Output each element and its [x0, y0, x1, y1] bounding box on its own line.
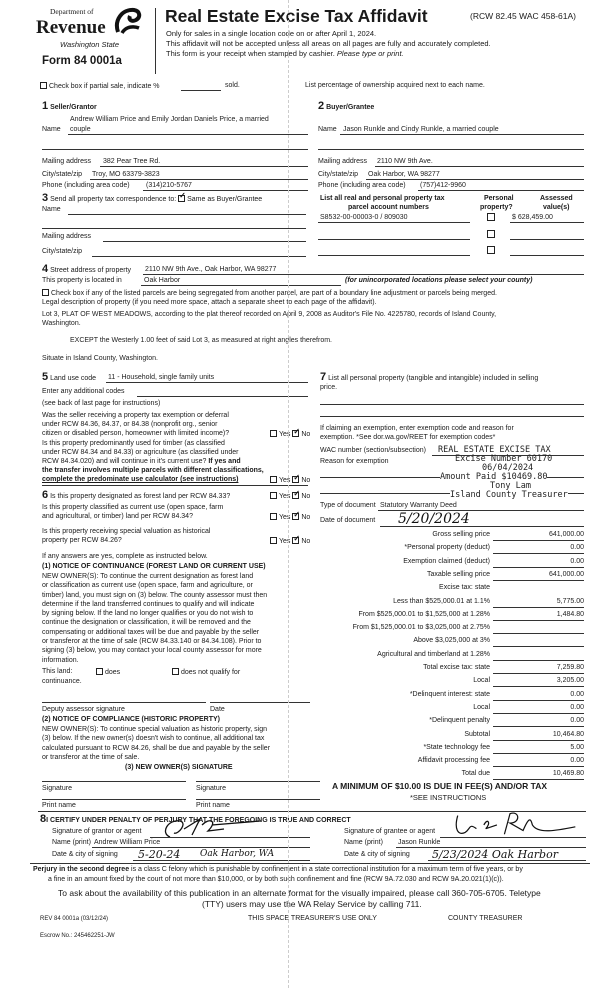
grantee-date-line [428, 860, 586, 861]
tax-row-label: Excise tax: state [439, 584, 490, 592]
county-treasurer-label: COUNTY TREASURER [448, 915, 523, 922]
grantor-name-line [92, 847, 310, 848]
parcel-row-personal [487, 246, 497, 256]
grantee-signature[interactable] [440, 810, 580, 838]
yes-checkbox[interactable] [270, 476, 277, 483]
assessed-header: value(s) [543, 204, 570, 211]
personal-property-label: price. [320, 384, 338, 391]
tax-row-line [493, 580, 584, 581]
segregated-label: Check box if any of the listed parcels are being segregated from another parcel, are part of a boundary line adjustment or parcels being merged. [51, 290, 497, 297]
corr-name-input[interactable] [68, 214, 306, 215]
deputy-signature-label: Deputy assessor signature [42, 706, 125, 713]
tax-row-value[interactable]: 3,205.00 [556, 677, 584, 685]
historic-question: Is this property receiving special valuation as historical [42, 528, 211, 535]
buyer-phone-line [418, 190, 584, 191]
assessed-header: Assessed [540, 195, 573, 202]
partial-sale-checkbox[interactable] [40, 82, 47, 89]
seller-city-line [90, 179, 308, 180]
tax-row-label: Total excise tax: state [423, 664, 490, 671]
signature-label: Signature [42, 785, 72, 792]
grantor-signature-line [150, 837, 310, 838]
doc-date-label: Date of document [320, 517, 376, 524]
accessibility-notice: (TTY) users may use the WA Relay Service by calling 711. [202, 899, 422, 909]
forest-yes-no [270, 492, 310, 501]
section-number: 4 [42, 263, 49, 275]
yes-checkbox[interactable] [270, 513, 277, 520]
notice-continuance-text [42, 572, 267, 665]
reason-label: Reason for exemption [320, 458, 389, 465]
tax-row-value[interactable]: 5,775.00 [556, 597, 584, 605]
header-divider [155, 8, 156, 74]
grantor-date-field[interactable]: 5-20-24 [138, 848, 181, 861]
seller-phone-label: Phone (including area code) [42, 182, 130, 189]
buyer-name-field[interactable]: Jason Runkle and Cindy Runkle, a married couple [343, 126, 499, 133]
street-field[interactable]: 2110 NW 9th Ave., Oak Harbor, WA 98277 [145, 266, 277, 273]
buyer-heading [318, 101, 374, 112]
same-as-buyer-checkbox[interactable] [178, 195, 185, 202]
grantor-signature-label: Signature of grantor or agent [52, 828, 142, 835]
land-use-field[interactable]: 11 - Household, single family units [108, 374, 215, 381]
if-any-note: If any answers are yes, complete as instructed below. [42, 553, 208, 560]
grantor-name-field[interactable]: Andrew William Price [94, 839, 161, 846]
correspondence-label: Send all property tax correspondence to: [50, 196, 177, 203]
street-label: Street address of property [50, 267, 132, 274]
deputy-date-label: Date [210, 706, 225, 713]
notice-line: or classification as current use (open space, farm and agriculture, or [42, 582, 253, 590]
does-checkbox[interactable] [96, 668, 103, 675]
personal-header: Personal [484, 195, 514, 202]
section-number: 8 [40, 813, 47, 825]
personal-property-checkbox[interactable] [487, 246, 495, 254]
corr-name-label: Name [42, 206, 61, 213]
corr-city-input[interactable] [92, 256, 306, 257]
assessed-value-line [510, 222, 584, 223]
signature-label: Signature [196, 785, 226, 792]
tax-row-line [493, 766, 584, 767]
additional-codes-input[interactable] [137, 396, 308, 397]
seller-name-label: Name [42, 126, 61, 133]
minimum-due-notice: A MINIMUM OF $10.00 IS DUE IN FEE(S) AND/OR TAX [332, 781, 548, 791]
seller-mailing-label: Mailing address [42, 158, 92, 165]
tax-row-label: Taxable selling price [426, 570, 490, 578]
located-line [141, 285, 341, 286]
buyer-phone-field[interactable]: (757)412-9960 [420, 182, 466, 189]
notice-compliance-text [42, 725, 270, 762]
land-use-line [106, 382, 308, 383]
legal-description[interactable]: Lot 3, PLAT OF WEST MEADOWS, according to the plat thereof recorded on April 9, 2008 as Auditor's File No. 4225780, records of Island County, [42, 311, 497, 318]
yes-label: Yes [279, 493, 291, 500]
tax-row-line [493, 700, 584, 701]
tax-row-value[interactable]: 0.00 [570, 544, 584, 552]
header-note: Only for sales in a single location code on or after April 1, 2024. [166, 29, 377, 38]
tax-row-value[interactable]: 10,464.80 [552, 730, 584, 738]
timber-question-bold: If yes and [208, 458, 241, 465]
street-line [143, 274, 584, 275]
grantee-date-label: Date & city of signing [344, 851, 410, 858]
tax-row-line [493, 646, 584, 647]
accessibility-notice: To ask about the availability of this publication in an alternate format for the visually impaired, please call 360-705-6705. Teletype [58, 888, 541, 898]
personal-property-label: List all personal property (tangible and intangible) included in selling [328, 375, 539, 382]
grantee-name-field[interactable]: Jason Runkle [398, 839, 441, 846]
parcel-number-line [318, 239, 470, 240]
tax-row-label: Above $3,025,000 at 3% [413, 637, 490, 645]
notice-line: information. [42, 656, 79, 664]
no-checkbox[interactable] [292, 537, 299, 544]
no-label: No [301, 538, 311, 545]
exemption-note: exemption. *See dor.wa.gov/REET for exemption codes* [320, 434, 496, 441]
exemption-note: If claiming an exemption, enter exemption code and reason for [320, 425, 514, 432]
notice-line: signing (3) below, you may contact your local county assessor for more [42, 647, 262, 655]
tax-row-value[interactable]: 1,484.80 [556, 610, 584, 618]
doc-date-field[interactable]: 5/20/2024 [398, 511, 470, 527]
continuance-label: continuance. [42, 678, 82, 685]
new-owner-signature-title: (3) NEW OWNER(S) SIGNATURE [125, 764, 233, 771]
page-title: Real Estate Excise Tax Affidavit [165, 6, 428, 26]
personal-property-checkbox[interactable] [487, 213, 495, 221]
tax-row-line [493, 753, 584, 754]
tax-row-value[interactable]: 10,469.80 [552, 770, 584, 778]
tax-row-label: From $525,000.01 to $1,525,000 at 1.28% [358, 610, 490, 618]
grantor-signature[interactable] [150, 815, 260, 839]
yes-checkbox[interactable] [270, 537, 277, 544]
tax-row-label: *Delinquent penalty [429, 717, 490, 725]
seller-heading [42, 101, 97, 112]
stamp-line: REAL ESTATE EXCISE TAX [438, 445, 551, 455]
grantor-city-field[interactable]: Oak Harbor, WA [200, 849, 275, 859]
grantee-signature-line [440, 837, 586, 838]
timber-question: Is this property predominantly used for timber (as classified [42, 440, 225, 447]
notice-line: continue the designation or classification, it will be removed and the [42, 619, 251, 627]
owner-print-name-input[interactable] [42, 799, 186, 800]
tax-row-value[interactable]: 0.00 [570, 717, 584, 725]
no-checkbox[interactable] [292, 476, 299, 483]
buyer-heading-text: Buyer/Grantee [326, 104, 375, 111]
tax-row-label: Subtotal [464, 730, 490, 738]
notice-line: compensating or additional taxes will be due and payable by the seller [42, 628, 260, 636]
timber-question-bold: the transfer involves multiple parcels with different classifications, [42, 467, 264, 474]
section-number: 7 [320, 371, 327, 383]
buyer-city-label: City/state/zip [318, 171, 359, 178]
owner-signature-input[interactable] [196, 781, 320, 782]
section5-divider [42, 485, 308, 486]
form-number: Form 84 0001a [42, 55, 122, 67]
form-revision: REV 84 0001a (03/12/24) [40, 916, 109, 922]
tax-row-line [493, 713, 584, 714]
tax-row-value[interactable]: 7,259.80 [556, 664, 584, 671]
personal-property-row [320, 372, 538, 383]
seller-name-line [68, 134, 308, 135]
fold-crease [288, 0, 289, 988]
located-note: (for unincorporated locations please select your county) [345, 277, 533, 284]
section-number: 3 [42, 192, 49, 204]
current-use-question: and agricultural, or timber) land per RCW 84.34? [42, 513, 193, 520]
header-note: This affidavit will not be accepted unless all areas on all pages are fully and accurately completed. [166, 39, 491, 48]
tax-row-value[interactable]: 641,000.00 [548, 531, 584, 538]
logo-dept-of: Department of [50, 7, 94, 16]
rcw-reference: (RCW 82.45 WAC 458-61A) [470, 11, 576, 21]
current-use-yes-no [270, 513, 310, 522]
tax-row-value[interactable]: 641,000.00 [548, 570, 584, 578]
treasurer-use-label: THIS SPACE TREASURER'S USE ONLY [248, 915, 377, 922]
no-checkbox[interactable] [292, 430, 299, 437]
tax-row-line [493, 673, 584, 674]
forest-question-text: Is this property designated as forest land per RCW 84.33? [50, 493, 231, 500]
corr-name-extra-input[interactable] [42, 228, 306, 229]
tax-row-line [493, 686, 584, 687]
assessed-value[interactable]: $ 628,459.00 [512, 214, 553, 221]
section-number: 5 [42, 371, 49, 383]
does-label: does [105, 669, 121, 676]
street-row [42, 264, 131, 275]
buyer-name-line [340, 134, 584, 135]
notice-line: by signing below. If the land no longer qualifies or you do not wish to [42, 610, 254, 618]
tax-row-label: From $1,525,000.01 to $3,025,000 at 2.75% [352, 624, 490, 632]
tax-row-line [493, 553, 584, 554]
buyer-mailing-label: Mailing address [318, 158, 368, 165]
corr-mailing-input[interactable] [103, 241, 306, 242]
buyer-mailing-field[interactable]: 2110 NW 9th Ave. [377, 158, 433, 165]
parcel-number[interactable]: S8532-00-00003-0 / 809030 [320, 214, 408, 221]
exemption-question: citizen or disabled person, homeowner with limited income)? [42, 430, 230, 437]
tax-row-line [493, 607, 584, 608]
tax-row-line [493, 540, 584, 541]
tax-row-line [493, 567, 584, 568]
personal-property-input[interactable] [320, 404, 584, 405]
tax-row-line [493, 660, 584, 661]
parcel-number-line [318, 222, 470, 223]
yes-label: Yes [279, 431, 291, 438]
logo-state: Washington State [60, 40, 120, 49]
this-land-label: This land: [42, 668, 73, 675]
owner-print-name-input[interactable] [196, 799, 320, 800]
buyer-phone-label: Phone (including area code) [318, 182, 406, 189]
notice-line: timber) land, you must sign on (3) below. The county assessor must then [42, 591, 268, 599]
no-checkbox[interactable] [292, 492, 299, 499]
personal-header: property? [480, 204, 513, 211]
perjury-bold: Perjury in the second degree [33, 866, 130, 873]
seller-city-label: City/state/zip [42, 171, 83, 178]
seller-mailing-line [100, 166, 308, 167]
seller-phone-line [143, 190, 308, 191]
personal-property-checkbox[interactable] [487, 230, 495, 238]
does-not-option [172, 668, 240, 677]
additional-codes-note: (see back of last page for instructions) [42, 400, 161, 407]
tax-row-label: *State technology fee [423, 743, 490, 751]
grantor-date-line [133, 860, 310, 861]
no-label: No [301, 493, 311, 500]
grantee-date-field[interactable]: 5/23/2024 Oak Harbor [432, 848, 558, 861]
tax-row-value[interactable]: 0.00 [570, 703, 584, 711]
buyer-name-label: Name [318, 126, 337, 133]
buyer-city-line [366, 179, 584, 180]
section8-bottom-divider [30, 863, 590, 864]
section-number: 1 [42, 100, 49, 112]
personal-property-input[interactable] [320, 416, 584, 417]
seller-heading-text: Seller/Grantor [50, 104, 97, 111]
current-use-question: Is this property classified as current use (open space, farm [42, 504, 224, 511]
perjury-text: is a class C felony which is punishable by confinement in a state correctional institution for a maximum term of five years, or by [129, 866, 523, 873]
stamp-line: 06/04/2024 [482, 463, 534, 473]
stamp-line: Excise Number 60170 [455, 454, 553, 464]
seller-name-line2[interactable]: couple [70, 126, 91, 133]
notice-line: calculated pursuant to RCW 84.26, shall be due and payable by the seller [42, 744, 271, 752]
grantor-date-label: Date & city of signing [52, 851, 118, 858]
land-use-row [42, 372, 96, 383]
parcels-header: parcel account numbers [348, 204, 429, 211]
notice-compliance-title: (2) NOTICE OF COMPLIANCE (HISTORIC PROPERTY) [42, 716, 220, 723]
tax-row-line [493, 726, 584, 727]
header-note-text: This form is your receipt when stamped by cashier. [166, 49, 335, 58]
tax-row-value[interactable]: 0.00 [570, 557, 584, 565]
certify-heading-text: I CERTIFY UNDER PENALTY OF PERJURY THAT THE FOREGOING IS TRUE AND CORRECT [46, 817, 351, 824]
seller-name-extra-line [42, 149, 308, 150]
no-label: No [301, 514, 311, 521]
located-field[interactable]: Oak Harbor [144, 277, 181, 284]
partial-sale-row [40, 82, 160, 91]
legal-description[interactable]: EXCEPT the Westerly 1.00 feet of said Lot 3, as measured at right angles therefrom. [70, 337, 332, 344]
tax-row-label: Local [473, 677, 490, 685]
legal-description[interactable]: Washington. [42, 320, 81, 327]
notice-line: NEW OWNER(S): To continue the current designation as forest land [42, 573, 254, 580]
yes-label: Yes [279, 477, 291, 484]
tax-row-line [493, 633, 584, 634]
print-name-label: Print name [196, 802, 230, 809]
grantee-name-label: Name (print) [344, 839, 383, 846]
tax-row-label: Affidavit processing fee [417, 757, 490, 765]
timber-question-text: RCW 84.34.020) and will continue in it's current use? [42, 458, 207, 465]
stamp-line: Island County Treasurer [450, 490, 568, 500]
historic-question: property per RCW 84.26? [42, 537, 122, 544]
stamp-line: Tony Lam [490, 481, 531, 491]
tax-row-label: *Personal property (deduct) [404, 544, 490, 552]
buyer-mailing-line [375, 166, 584, 167]
notice-continuance-title: (1) NOTICE OF CONTINUANCE (FOREST LAND OR CURRENT USE) [42, 563, 266, 570]
tax-row-value[interactable]: 0.00 [570, 690, 584, 698]
escrow-number: Escrow No.: 245462251-JW [40, 933, 115, 939]
section-number: 2 [318, 100, 325, 112]
parcel-row-personal [487, 230, 497, 240]
timber-question: under RCW 84.34 and 84.33) or agriculture (as classified under [42, 449, 239, 456]
yes-checkbox[interactable] [270, 430, 277, 437]
tax-row-label: Agricultural and timberland at 1.28% [377, 650, 490, 658]
assessed-value-line [510, 255, 584, 256]
assessed-value-line [510, 239, 584, 240]
segregated-checkbox[interactable] [42, 289, 49, 296]
does-option [96, 668, 120, 677]
owner-signature-input[interactable] [42, 781, 186, 782]
timber-yes-no [270, 476, 310, 485]
doc-type-field[interactable]: Statutory Warranty Deed [380, 502, 457, 509]
doc-type-label: Type of document [320, 502, 376, 509]
grantee-signature-label: Signature of grantee or agent [344, 828, 436, 835]
ownership-note: List percentage of ownership acquired next to each name. [305, 82, 485, 89]
yes-label: Yes [279, 538, 291, 545]
stamp-line: Amount Paid $10469.80 [440, 472, 548, 482]
timber-question [42, 458, 241, 466]
perjury-notice [33, 866, 523, 874]
timber-question-bold: complete the predominate use calculator (see instructions) [42, 476, 239, 483]
yes-checkbox[interactable] [270, 492, 277, 499]
corr-mailing-label: Mailing address [42, 233, 92, 240]
partial-sold-label: sold. [225, 82, 240, 89]
tax-row-value[interactable]: 5.00 [570, 743, 584, 751]
seller-phone-field[interactable]: (314)210-5767 [146, 182, 192, 189]
tax-row-label: *Delinquent interest: state [409, 690, 490, 698]
does-not-label: does not qualify for [181, 669, 241, 676]
see-instructions-note: *SEE INSTRUCTIONS [410, 793, 487, 802]
wac-label: WAC number (section/subsection) [320, 447, 426, 454]
historic-yes-no [270, 537, 310, 546]
no-label: No [301, 477, 311, 484]
partial-percent-input[interactable] [181, 90, 221, 91]
no-label: No [301, 431, 311, 438]
header-note-italic: Please type or print. [336, 49, 404, 58]
logo-revenue: Revenue [36, 17, 106, 38]
tax-row-label: Total due [461, 770, 490, 778]
additional-codes-label: Enter any additional codes [42, 388, 125, 395]
buyer-city-field[interactable]: Oak Harbor, WA 98277 [368, 171, 440, 178]
yes-label: Yes [279, 514, 291, 521]
tax-row-value[interactable]: 0.00 [570, 757, 584, 765]
legal-description[interactable]: Situate in Island County, Washington. [42, 355, 158, 362]
segregated-row [42, 289, 497, 298]
exemption-yes-no [270, 430, 310, 439]
tax-row-label: Gross selling price [432, 531, 490, 538]
tax-row-label: Local [473, 703, 490, 711]
correspondence-row [42, 193, 262, 204]
notice-line: NEW OWNER(S): To continue special valuation as historic property, sign [42, 726, 267, 733]
notice-line: or transferor at the time of sale. [42, 753, 140, 761]
parcel-number-line [318, 255, 470, 256]
tax-row-label: Less than $525,000.01 at 1.1% [393, 597, 490, 605]
seller-mailing-field[interactable]: 382 Pear Tree Rd. [103, 158, 161, 165]
same-as-buyer-label: Same as Buyer/Grantee [187, 196, 263, 203]
partial-sale-label: Check box if partial sale, indicate % [49, 83, 160, 90]
tax-row-line [493, 620, 584, 621]
parcels-header: List all real and personal property tax [320, 195, 445, 202]
tax-row-label: Exemption claimed (deduct) [403, 557, 490, 565]
corr-city-label: City/state/zip [42, 248, 83, 255]
notice-line: determine if the land transferred continues to qualify and will indicate [42, 600, 255, 608]
no-checkbox[interactable] [292, 513, 299, 520]
located-label: This property is located in [42, 277, 122, 284]
exemption-question: Was the seller receiving a property tax exemption or deferral [42, 412, 229, 419]
parcel-row-personal [487, 213, 497, 223]
does-not-checkbox[interactable] [172, 668, 179, 675]
tax-row-line [493, 740, 584, 741]
doc-date-line [380, 526, 584, 527]
notice-line: or transferor at the time of sale (RCW 84.33.140 or 84.34.108). Prior to [42, 638, 262, 646]
land-use-label: Land use code [50, 375, 97, 382]
notice-line: (3) below. If the new owner(s) doesn't wish to continue, all additional tax [42, 735, 265, 743]
dor-swirl-icon [112, 6, 142, 36]
print-name-label: Print name [42, 802, 76, 809]
legal-label: Legal description of property (if you need more space, attach a separate sheet to each page of the affidavit). [42, 299, 377, 306]
header-note [166, 50, 404, 59]
grantor-name-label: Name (print) [52, 839, 91, 846]
buyer-name-extra-line [318, 149, 584, 150]
section-number: 6 [42, 489, 49, 501]
exemption-question: under RCW 84.36, 84.37, or 84.38 (nonprofit org., senior [42, 421, 218, 428]
seller-name-line1[interactable]: Andrew William Price and Emily Jordan Daniels Price, a married [70, 116, 269, 123]
forest-question [42, 490, 230, 501]
deputy-signature-input[interactable] [42, 702, 206, 703]
deputy-date-input[interactable] [210, 702, 310, 703]
perjury-notice-l2: a fine in an amount fixed by the court of not more than $10,000, or by both such confinement and fine (RCW 9A.72.030 and RCW 9A.20.021(1)(c)). [48, 876, 504, 883]
seller-city-field[interactable]: Troy, MO 63379-3823 [92, 171, 160, 178]
